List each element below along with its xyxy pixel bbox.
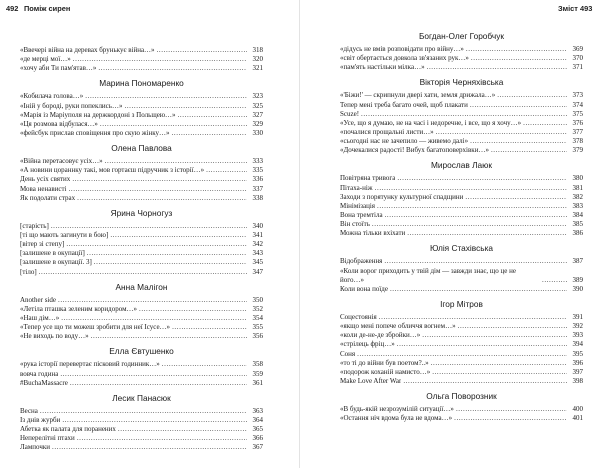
entry-title: [ті що мають загинути в бою] <box>20 230 109 239</box>
entry-page-number: 330 <box>252 128 263 137</box>
entry-title: вовча година <box>20 369 59 378</box>
toc-entry <box>20 370 263 379</box>
author-heading: Богдан-Олег Горобчук <box>418 31 505 41</box>
toc-entry <box>340 54 583 63</box>
leader-dots <box>87 249 247 258</box>
entry-title: Весна <box>20 406 38 415</box>
author-section <box>340 297 583 386</box>
entry-page-number: 370 <box>572 54 583 63</box>
toc-entry <box>340 146 583 155</box>
entry-title: «дідусь не вмів розповідати про війну…» <box>340 45 464 53</box>
leader-dots <box>52 443 247 452</box>
entry-page-number: 375 <box>572 109 583 118</box>
entry-page-number: 343 <box>252 249 263 258</box>
entry-page-number: 379 <box>572 146 583 155</box>
left-top-entries <box>20 46 263 73</box>
author-section <box>340 241 583 294</box>
toc-entry <box>340 101 583 110</box>
leader-dots <box>172 129 247 138</box>
entry-page-number: 374 <box>572 100 583 109</box>
left-sections <box>20 76 263 452</box>
entry-page-number: 398 <box>572 376 583 385</box>
entry-title: «коли де-не-де збройки…» <box>340 331 421 340</box>
entry-title: «Марія із Маріуполя на держкордоні з Польщею…» <box>20 110 176 119</box>
entry-page-number: 373 <box>572 91 583 100</box>
leader-dots <box>40 407 247 416</box>
entry-title: Повітряна тривога <box>340 174 396 183</box>
entry-title: «В будь-якій незрозумілій ситуації…» <box>340 405 454 414</box>
entry-page-number: 318 <box>252 46 263 54</box>
leader-dots <box>427 63 567 72</box>
entry-title: Можна тільки вхіхати <box>340 229 406 238</box>
author-heading: Ігор Мітров <box>440 298 483 309</box>
entry-title: «фейсбук прислав сповіщення про скую жінку…» <box>20 128 170 137</box>
leader-dots <box>470 137 567 146</box>
entry-page-number: 356 <box>252 332 263 341</box>
entry-page-number: 376 <box>572 118 583 127</box>
entry-page-number: 380 <box>572 174 583 183</box>
leader-dots <box>422 331 567 340</box>
toc-entry <box>20 240 263 249</box>
entry-title: [вітер зі степу] <box>20 240 65 249</box>
entry-page-number: 354 <box>252 313 263 322</box>
toc-entry <box>340 285 583 294</box>
leader-dots <box>105 157 247 166</box>
entry-title: Another side <box>20 295 56 304</box>
entry-title: #BuchaMassacre <box>20 378 68 387</box>
toc-entry <box>340 229 583 238</box>
entry-page-number: 386 <box>572 229 583 238</box>
leader-dots <box>497 91 567 100</box>
toc-entry <box>20 55 263 64</box>
leader-dots <box>542 276 567 285</box>
leader-dots <box>466 45 567 54</box>
toc-entry <box>340 174 583 183</box>
leader-dots <box>379 313 567 322</box>
entry-title: Як подолати страх <box>20 193 76 202</box>
author-heading: Юлія Стахівська <box>429 243 493 254</box>
toc-entry <box>20 222 263 231</box>
author-section <box>340 75 583 155</box>
toc-entry <box>340 184 583 193</box>
toc-entry <box>20 111 263 120</box>
leader-dots <box>456 405 567 414</box>
entry-page-number: 383 <box>572 201 583 210</box>
entry-page-number: 369 <box>572 45 583 53</box>
entry-page-number: 389 <box>572 275 583 284</box>
entry-page-number: 323 <box>252 92 263 101</box>
toc-entry <box>20 129 263 138</box>
entry-title: «Ввечері війна на деревах брунькує війна…» <box>20 46 155 54</box>
entry-page-number: 320 <box>252 55 263 64</box>
entry-title: «Не виходь по воду…» <box>20 332 89 341</box>
author-section <box>20 344 263 387</box>
toc-entry <box>20 46 263 55</box>
toc-entry <box>20 102 263 111</box>
toc-entry <box>20 360 263 369</box>
entry-page-number: 337 <box>252 184 263 193</box>
leader-dots <box>77 194 247 203</box>
leader-dots <box>172 323 247 332</box>
entry-title: Пітаха-ніж <box>340 183 373 192</box>
leader-dots <box>66 240 247 249</box>
entry-page-number: 371 <box>572 63 583 72</box>
leader-dots <box>377 202 567 211</box>
entry-page-number: 393 <box>572 331 583 340</box>
toc-entry <box>340 340 583 349</box>
entry-title: Заходи з порятунку культурної спадщини <box>340 192 464 201</box>
entry-page-number: 377 <box>572 127 583 136</box>
author-section <box>20 206 263 277</box>
entry-page-number: 352 <box>252 304 263 313</box>
toc-entry <box>20 64 263 73</box>
author-heading: Мирослав Лаюк <box>430 160 492 171</box>
entry-page-number: 397 <box>572 367 583 376</box>
entry-page-number: 345 <box>252 258 263 267</box>
toc-entry <box>340 257 583 266</box>
entry-title: «сьогодні нас не зачепило — живемо далі» <box>340 137 469 146</box>
toc-entry <box>340 220 583 229</box>
leader-dots <box>58 296 247 305</box>
author-section <box>20 76 263 138</box>
leader-dots <box>458 322 567 331</box>
entry-page-number: 338 <box>252 193 263 202</box>
entry-page-number: 333 <box>252 157 263 166</box>
leader-dots <box>432 368 567 377</box>
leader-dots <box>73 55 247 64</box>
entry-page-number: 336 <box>252 175 263 184</box>
toc-entry <box>20 323 263 332</box>
entry-page-number: 363 <box>252 406 263 415</box>
entry-page-number: 366 <box>252 434 263 443</box>
leader-dots <box>470 101 567 110</box>
left-running-title: Поміж сирен <box>24 4 71 13</box>
entry-title: [залишене в окупації] <box>20 249 85 258</box>
leader-dots <box>361 110 567 119</box>
entry-page-number: 355 <box>252 323 263 332</box>
entry-page-number: 387 <box>572 257 583 266</box>
leader-dots <box>157 46 247 55</box>
leader-dots <box>397 340 567 349</box>
entry-page-number: 394 <box>572 340 583 349</box>
toc-entry <box>20 185 263 194</box>
toc-entry <box>340 137 583 146</box>
leader-dots <box>139 305 247 314</box>
entry-title: «подорож коханій намисто…» <box>340 367 431 376</box>
toc-entry <box>340 267 583 285</box>
leader-dots <box>375 184 567 193</box>
author-heading: Лесик Панасюк <box>112 392 171 403</box>
entry-title: «то ті до війни був поетом?..» <box>340 358 429 367</box>
toc-entry <box>20 314 263 323</box>
leader-dots <box>91 332 247 341</box>
entry-title: Тепер мені треба багато очей, щоб плакати <box>340 100 468 109</box>
toc-entry <box>20 443 263 452</box>
toc-entry <box>20 249 263 258</box>
toc-entry <box>340 377 583 386</box>
entry-title: [старість] <box>20 221 49 230</box>
entry-page-number: 321 <box>252 64 263 73</box>
toc-entry <box>340 359 583 368</box>
toc-entry <box>340 128 583 137</box>
toc-entry <box>20 231 263 240</box>
entry-page-number: 340 <box>252 221 263 230</box>
author-heading: Олена Павлова <box>111 143 172 154</box>
leader-dots <box>465 193 567 202</box>
entry-title: Make Love After War <box>340 376 402 385</box>
toc-entry <box>340 63 583 72</box>
leader-dots <box>39 268 247 277</box>
author-section <box>340 389 583 423</box>
toc-entry <box>340 202 583 211</box>
leader-dots <box>98 64 247 73</box>
leader-dots <box>471 54 567 63</box>
leader-dots <box>384 257 567 266</box>
toc-entry <box>20 425 263 434</box>
entry-title: Соцестоянія <box>340 312 377 321</box>
leader-dots <box>110 231 247 240</box>
leader-dots <box>431 359 567 368</box>
entry-title: «стрілець фріц…» <box>340 340 395 349</box>
leader-dots <box>385 211 567 220</box>
entry-page-number: 329 <box>252 119 263 128</box>
entry-page-number: 365 <box>252 425 263 434</box>
toc-entry <box>20 92 263 101</box>
toc-entry <box>340 405 583 414</box>
entry-page-number: 378 <box>572 137 583 146</box>
entry-title: «Кобилача голова…» <box>20 92 84 101</box>
entry-page-number: 358 <box>252 360 263 369</box>
entry-title: Відображення <box>340 257 383 266</box>
entry-title: Мінімізація <box>340 201 376 210</box>
entry-page-number: 327 <box>252 110 263 119</box>
leader-dots <box>403 377 567 386</box>
leader-dots <box>51 222 247 231</box>
entry-title: «Дочекалися радості! Вибух багатоповерхівки…» <box>340 146 489 155</box>
entry-page-number: 384 <box>572 210 583 219</box>
entry-page-number: 342 <box>252 240 263 249</box>
author-section <box>340 29 583 72</box>
toc-entry <box>340 193 583 202</box>
entry-page-number: 359 <box>252 369 263 378</box>
entry-page-number: 364 <box>252 415 263 424</box>
entry-title: «А новини цораннку такі, мов гортаєш підручник з історії…» <box>20 166 205 175</box>
toc-entry <box>340 414 583 423</box>
entry-page-number: 392 <box>572 322 583 331</box>
right-page-number: 493 <box>580 4 593 13</box>
entry-page-number: 390 <box>572 284 583 293</box>
entry-title: «Війна перетасовує усіх…» <box>20 157 103 166</box>
entry-page-number: 396 <box>572 358 583 367</box>
entry-page-number: 347 <box>252 267 263 276</box>
leader-dots <box>372 220 567 229</box>
leader-dots <box>206 166 247 175</box>
entry-title: Scuze! <box>340 109 360 118</box>
entry-page-number: 382 <box>572 192 583 201</box>
leader-dots <box>72 175 247 184</box>
leader-dots <box>85 92 247 101</box>
toc-entry <box>340 313 583 322</box>
author-heading: Ольга Поворозник <box>426 391 497 402</box>
entry-title: «рука історії перевертає пісковий годинник…» <box>20 360 160 369</box>
toc-entry <box>20 379 263 388</box>
leader-dots <box>390 285 567 294</box>
toc-entry <box>340 368 583 377</box>
entry-title: Із днів журби <box>20 415 61 424</box>
entry-page-number: 391 <box>572 312 583 321</box>
entry-page-number: 400 <box>572 405 583 414</box>
entry-title: «якщо мені попече обличчя вогнем…» <box>340 322 456 331</box>
toc-entry <box>20 434 263 443</box>
entry-title: Абетка як палата для поранених <box>20 425 116 434</box>
entry-title: «Усе, що я думаю, не на часі і недоречне, і все, що я хочу…» <box>340 118 522 127</box>
right-running-title: Зміст <box>558 4 578 13</box>
leader-dots <box>124 102 247 111</box>
entry-title: «Іній у бороді, руки попеклись…» <box>20 101 123 110</box>
entry-title: [тіло] <box>20 267 37 276</box>
entry-title: Соня <box>340 349 356 358</box>
entry-title: «Летіла пташка зеленим коридором…» <box>20 304 137 313</box>
right-toc <box>340 26 583 423</box>
entry-page-number: 395 <box>572 349 583 358</box>
leader-dots <box>100 120 247 129</box>
author-section <box>20 391 263 453</box>
entry-title: Неперелітні птахи <box>20 434 75 443</box>
author-heading: Вікторія Черняхівська <box>419 77 504 88</box>
toc-entry <box>340 45 583 54</box>
leader-dots <box>69 185 248 194</box>
toc-entry <box>340 91 583 100</box>
entry-title: «де мерці мої…» <box>20 55 71 64</box>
leader-dots <box>407 229 567 238</box>
toc-entry <box>340 119 583 128</box>
author-heading: Ярина Чорногуз <box>110 207 173 218</box>
leader-dots <box>61 314 247 323</box>
entry-page-number: 335 <box>252 166 263 175</box>
author-section <box>20 280 263 342</box>
toc-entry <box>340 331 583 340</box>
leader-dots <box>436 128 567 137</box>
right-page <box>300 0 600 468</box>
toc-entry <box>20 268 263 277</box>
entry-title: День усіх святих <box>20 175 71 184</box>
entry-title: «Коли ворог приходить у твій дім — завжди знає, що це не його…» <box>340 266 517 284</box>
author-section <box>20 141 263 203</box>
leader-dots <box>491 146 567 155</box>
toc-entry <box>340 322 583 331</box>
entry-title: «'Біжи!' — скрипнули двері хати, земля дрижала…» <box>340 91 496 100</box>
leader-dots <box>397 174 567 183</box>
entry-page-number: 350 <box>252 295 263 304</box>
author-section <box>340 158 583 238</box>
toc-entry <box>20 175 263 184</box>
leader-dots <box>178 111 247 120</box>
leader-dots <box>60 370 247 379</box>
entry-title: «Наш дім…» <box>20 313 60 322</box>
entry-title: «Ця розмова відбулася…» <box>20 119 98 128</box>
leader-dots <box>454 414 567 423</box>
entry-title: Вона тремтіла <box>340 210 383 219</box>
toc-entry <box>20 157 263 166</box>
leader-dots <box>357 350 567 359</box>
leader-dots <box>62 416 247 425</box>
entry-title: «Остання ніч вдома була не вдома…» <box>340 414 453 423</box>
toc-entry <box>340 211 583 220</box>
toc-entry <box>20 258 263 267</box>
toc-entry <box>20 332 263 341</box>
leader-dots <box>523 119 567 128</box>
toc-entry <box>20 416 263 425</box>
leader-dots <box>77 434 247 443</box>
toc-entry <box>20 120 263 129</box>
leader-dots <box>94 258 247 267</box>
entry-page-number: 385 <box>572 220 583 229</box>
toc-entry <box>20 296 263 305</box>
entry-title: «почалися прощальні листи…» <box>340 127 434 136</box>
entry-page-number: 325 <box>252 101 263 110</box>
author-heading: Анна Малігон <box>115 281 168 292</box>
entry-title: «Тепер усе що ти можеш зробити для неї Ісусе…» <box>20 323 171 332</box>
entry-title: Мова ненависті <box>20 184 67 193</box>
right-sections <box>340 29 583 423</box>
entry-page-number: 401 <box>572 414 583 423</box>
entry-title: Лампочки <box>20 443 51 452</box>
author-heading: Марина Пономаренко <box>99 78 184 89</box>
entry-title: Коли вона поїде <box>340 284 388 293</box>
toc-entry <box>20 194 263 203</box>
toc-entry <box>20 407 263 416</box>
entry-title: Він стоїть <box>340 220 370 229</box>
entry-page-number: 361 <box>252 378 263 387</box>
author-heading: Елла Євтушенко <box>109 346 174 357</box>
entry-page-number: 381 <box>572 183 583 192</box>
toc-entry <box>340 110 583 119</box>
entry-page-number: 367 <box>252 443 263 452</box>
toc-entry <box>20 166 263 175</box>
entry-title: [залишене в окупації. 3] <box>20 258 92 267</box>
leader-dots <box>118 425 247 434</box>
entry-title: «світ обертається довкола зв'язаних рук…» <box>340 54 469 63</box>
left-toc <box>20 44 263 453</box>
entry-page-number: 341 <box>252 230 263 239</box>
entry-title: «пам'ять настільки мілка…» <box>340 63 425 72</box>
toc-entry <box>20 305 263 314</box>
leader-dots <box>162 360 247 369</box>
entry-title: «хочу аби Ти пам'ятав…» <box>20 64 97 73</box>
toc-entry <box>340 350 583 359</box>
left-page-number: 492 <box>6 4 19 13</box>
leader-dots <box>70 379 247 388</box>
